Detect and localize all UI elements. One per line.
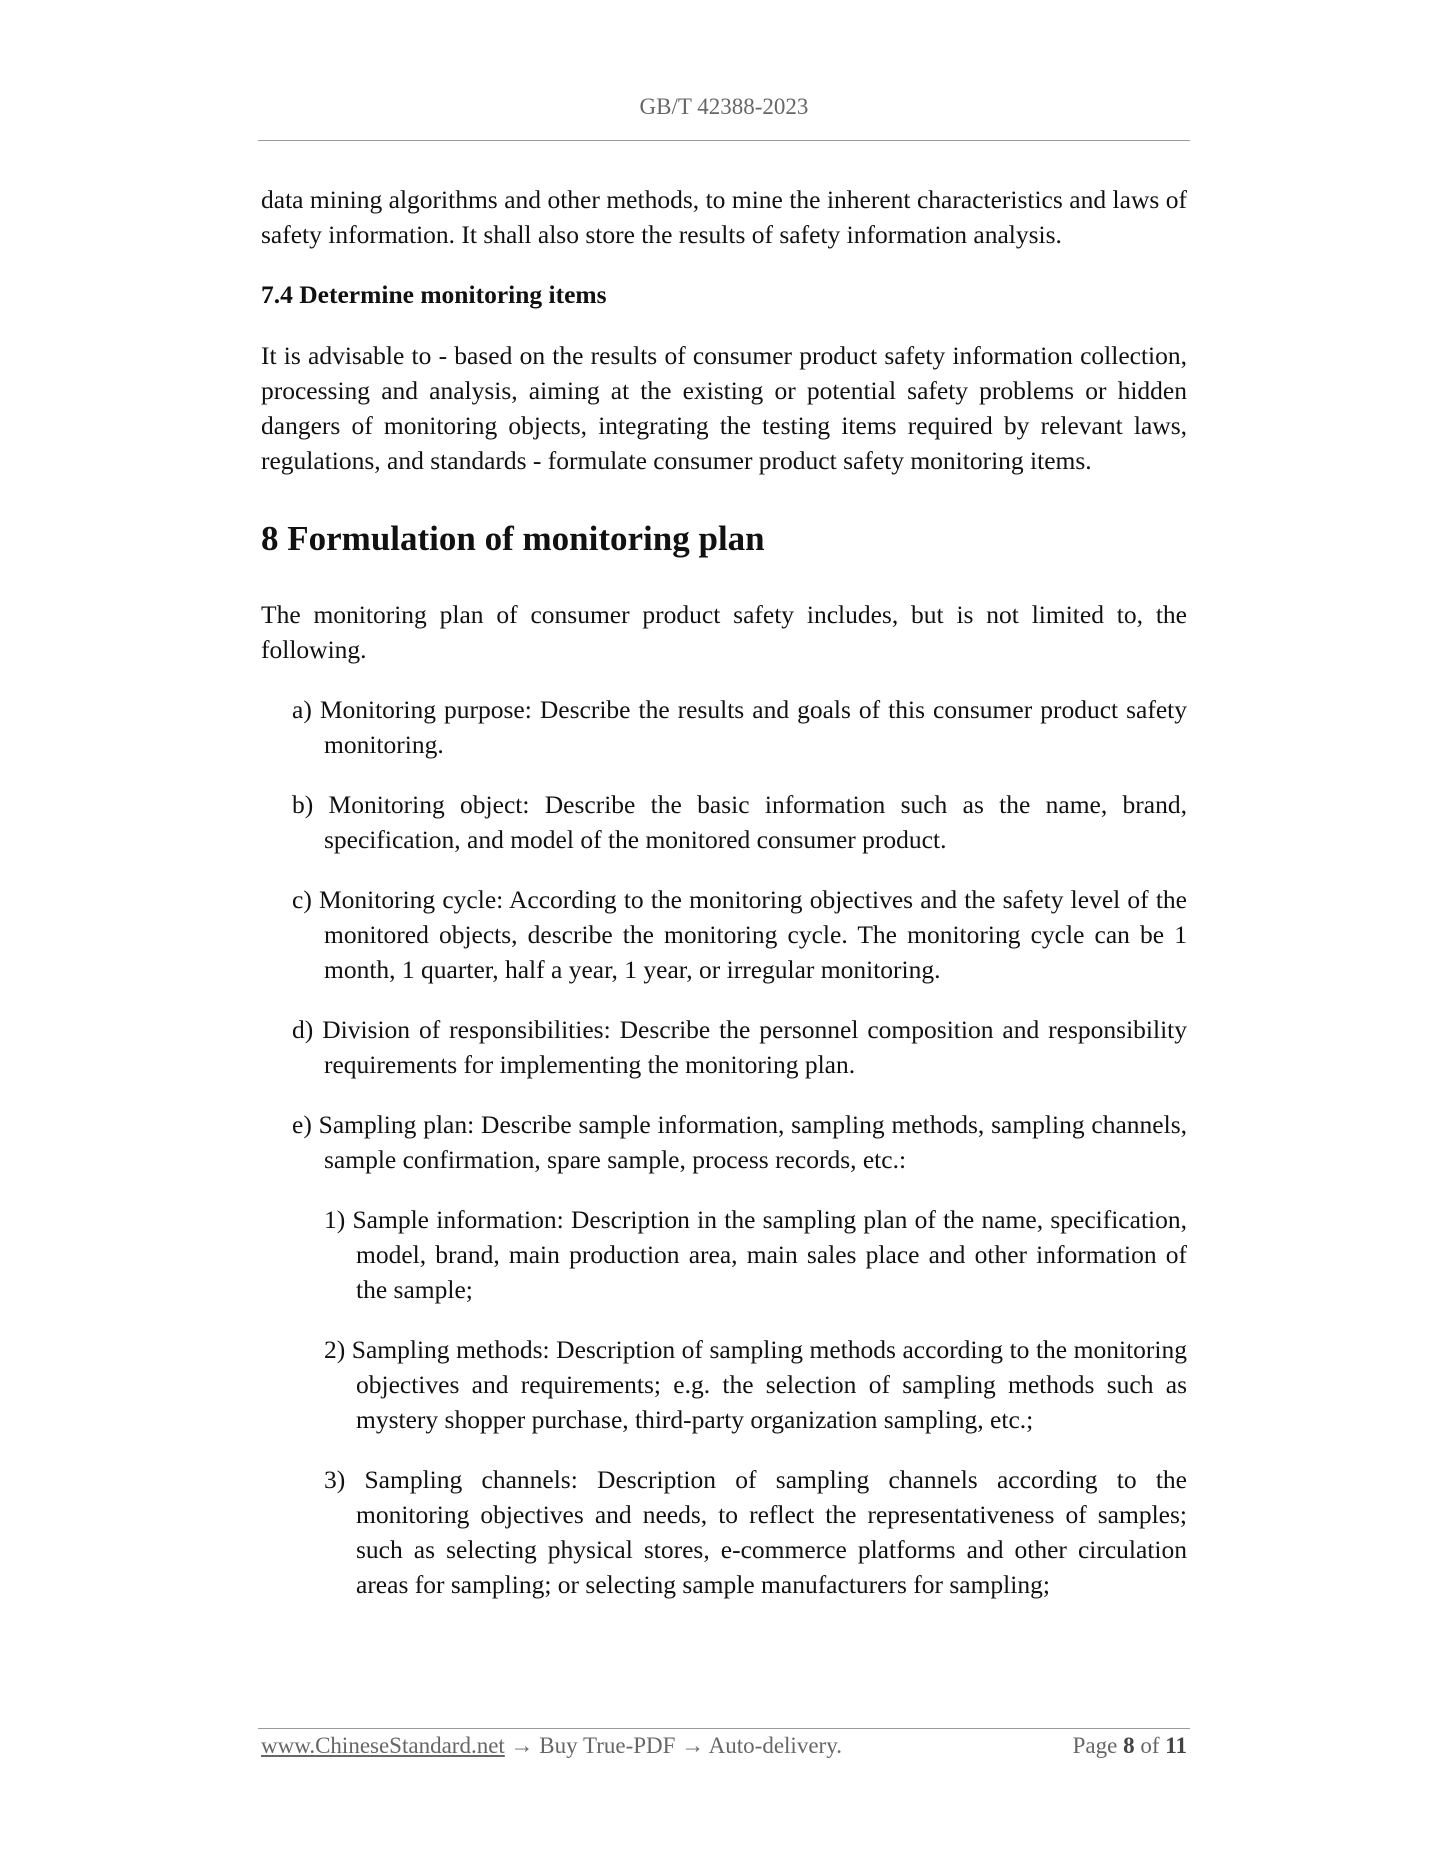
buy-text: Buy True-PDF bbox=[539, 1733, 676, 1758]
delivery-text: Auto-delivery. bbox=[708, 1733, 842, 1758]
sub-item-1: 1) Sample information: Description in the sampling plan of the name, specification, model, brand, main production area, main sales place and other information of the sample; bbox=[324, 1205, 1187, 1304]
list-item-b: b) Monitoring object: Describe the basic information such as the name, brand, specification, and model of the monitored consumer product. bbox=[292, 790, 1187, 854]
page-indicator bbox=[1073, 1733, 1187, 1759]
page-number: 8 bbox=[1123, 1733, 1135, 1758]
of-label: of bbox=[1140, 1733, 1160, 1758]
sub-item-3: 3) Sampling channels: Description of sampling channels according to the monitoring objectives and needs, to reflect the representativeness of samples; such as selecting physical stores, e-commerce platforms and other circulation areas for sampling; or selecting sample manufacturers for sampling; bbox=[324, 1465, 1187, 1599]
page-label: Page bbox=[1072, 1733, 1118, 1758]
page-footer bbox=[261, 1733, 1187, 1759]
section-8-heading: 8 Formulation of monitoring plan bbox=[261, 519, 765, 558]
footer-left bbox=[261, 1733, 842, 1759]
footer-divider bbox=[258, 1728, 1190, 1729]
section-7-4-paragraph: It is advisable to - based on the results of consumer product safety information collection, processing and analysis, aiming at the existing or potential safety problems or hidden dangers of monitoring objects, integrating the testing items required by relevant laws, regulations, and standards - formulate consumer product safety monitoring items. bbox=[261, 341, 1187, 475]
list-item-a: a) Monitoring purpose: Describe the results and goals of this consumer product safety monitoring. bbox=[292, 695, 1187, 759]
arrow-icon: → bbox=[510, 1733, 534, 1758]
site-link[interactable]: www.ChineseStandard.net bbox=[261, 1733, 505, 1758]
sub-item-2: 2) Sampling methods: Description of sampling methods according to the monitoring objectives and requirements; e.g. the selection of sampling methods such as mystery shopper purchase, third-party organization sampling, etc.; bbox=[324, 1335, 1187, 1434]
section-8-intro: The monitoring plan of consumer product safety includes, but is not limited to, the following. bbox=[261, 600, 1187, 664]
page-header: GB/T 42388-2023 bbox=[639, 94, 809, 119]
section-7-4-heading: 7.4 Determine monitoring items bbox=[261, 280, 607, 309]
page-total: 11 bbox=[1165, 1733, 1187, 1758]
arrow-icon: → bbox=[681, 1733, 705, 1758]
list-item-d: d) Division of responsibilities: Describe the personnel composition and responsibility requirements for implementing the monitoring plan. bbox=[292, 1015, 1187, 1079]
list-item-c: c) Monitoring cycle: According to the monitoring objectives and the safety level of the monitored objects, describe the monitoring cycle. The monitoring cycle can be 1 month, 1 quarter, half a year, 1 year, or irregular monitoring. bbox=[292, 885, 1187, 984]
list-item-e: e) Sampling plan: Describe sample information, sampling methods, sampling channels, sample confirmation, spare sample, process records, etc.: bbox=[292, 1110, 1187, 1174]
header-divider bbox=[258, 140, 1190, 141]
continuation-paragraph: data mining algorithms and other methods, to mine the inherent characteristics and laws of safety information. It shall also store the results of safety information analysis. bbox=[261, 185, 1187, 249]
page-content bbox=[261, 182, 1187, 1627]
